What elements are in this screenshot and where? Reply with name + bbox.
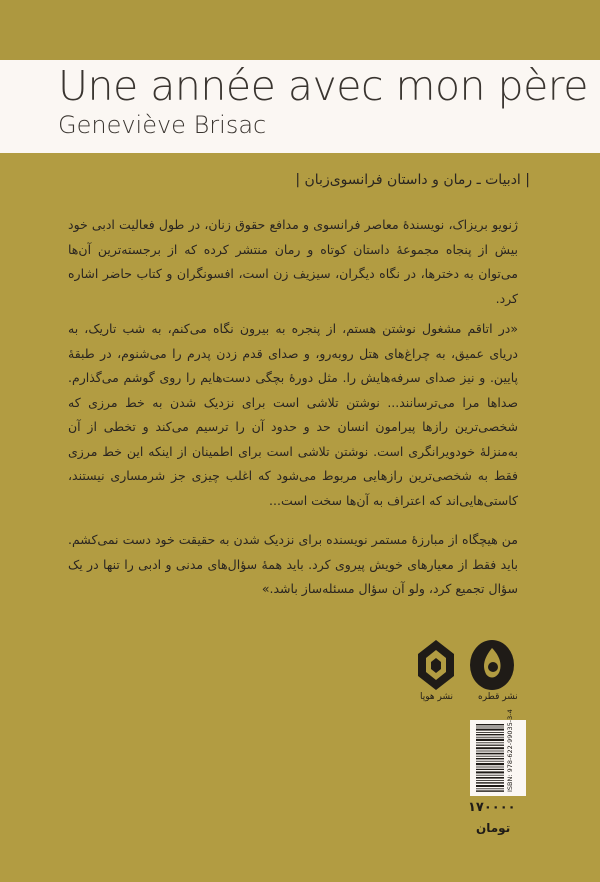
isbn-number: ISBN: 978-622-99035-3-4: [506, 709, 514, 792]
publisher-caption-left: نشر هوپا: [420, 692, 454, 702]
category-label: | ادبیات ـ رمان و داستان فرانسوی‌زبان |: [295, 172, 530, 188]
book-author: Geneviève Brisac: [58, 111, 267, 139]
synopsis-paragraph-1: [68, 213, 518, 311]
book-title: Une année avec mon père: [58, 62, 588, 110]
ghatreh-logo-icon: [470, 640, 514, 690]
paragraph-text: «در اتاقم مشغول نوشتن هستم، از پنجره به بیرون نگاه می‌کنم، به شب تاریک، به دریای عمیق، به چراغ‌های هتل روبه‌رو، و صدای قدم زدن پدرم را می‌شنوم، در طبقهٔ پایین. و نیز صدای سرفه‌هایش را. مثل دورهٔ بچگی دست‌هایم را روی گوشم می‌گذارم. صداها مرا می‌ترسانند... نوشتن تلاشی است برای نزدیک شدن به خط مرزی که شخصی‌ترین رازها پیرامون انسان حد و حدود آن را ترسیم می‌کند و تخطی از آن به‌منزلهٔ خودویرانگری است. نوشتن تلاشی است برای اطمینان از اینکه این خط مرزی فقط به شخصی‌ترین رازهایی مربوط می‌شود که اغلب چیزی جز شرمساری نیستند، کاستی‌هایی‌اند که اعتراف به آن‌ها سخت است...: [68, 321, 518, 508]
excerpt-paragraph-1: [68, 317, 518, 513]
barcode-icon: [476, 724, 504, 792]
paragraph-text: من هیچگاه از مبارزهٔ مستمر نویسنده برای نزدیک شدن به حقیقت خود دست نمی‌کشم. باید فقط از معیارهای خویش پیروی کرد. باید همهٔ سؤال‌های مدنی و ادبی را تنها در یک سؤال تجمیع کرد، ولو آن سؤال مسئله‌ساز باشد.»: [68, 532, 518, 596]
price-value: ۱۷۰۰۰۰: [468, 800, 516, 815]
barcode: [470, 709, 526, 796]
top-color-band: [0, 0, 600, 60]
paragraph-text: ژنویو بریزاک، نویسندهٔ معاصر فرانسوی و مدافع حقوق زنان، در طول فعالیت ادبی خود بیش از پنجاه مجموعهٔ داستان کوتاه و رمان منتشر کرده که از برجسته‌ترین آن‌ها می‌توان به دخترها، در نگاه دیگران، سیزیف زن است، افسونگران و کتاب حاضر اشاره کرد.: [68, 217, 518, 306]
hoopa-logo-icon: [418, 640, 454, 690]
title-panel: [0, 60, 600, 153]
price-currency: تومان: [476, 821, 511, 835]
publisher-caption-right: نشر قطره: [478, 692, 518, 702]
excerpt-paragraph-2: [68, 528, 518, 602]
